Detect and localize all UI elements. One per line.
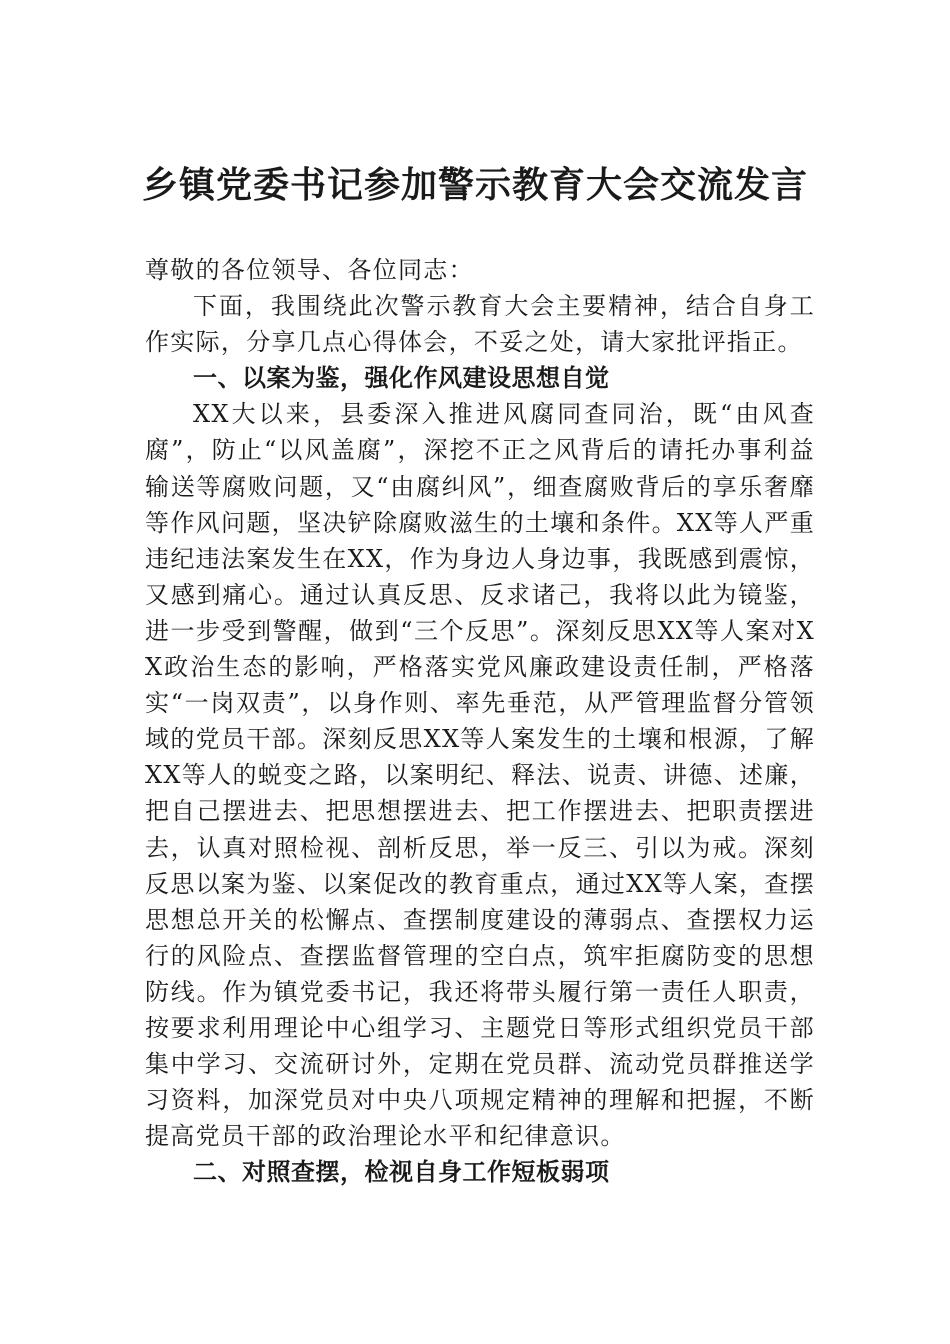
- section-heading-1: 一、以案为鉴，强化作风建设思想自觉: [193, 364, 610, 393]
- section-paragraph-1: XX大以来，县委深入推进风腐同查同治，既“由风查腐”，防止“以风盖腐”，深挖不正之风背后的请托办事利益输送等腐败问题，又“由腐纠风”，细查腐败背后的享乐奢靡等作风问题，坚决铲除腐败滋生的土壤和条件。XX等人严重违纪违法案发生在XX，作为身边人身边事，我既感到震惊，又感到痛心。通过认真反思、反求诸己，我将以此为镜鉴，进一步受到警醒，做到“三个反思”。深刻反思XX等人案对XX政治生态的影响，严格落实党风廉政建设责任制，严格落实“一岗双责”，以身作则、率先垂范，从严管理监督分管领域的党员干部。深刻反思XX等人案发生的土壤和根源，了解XX等人的蜕变之路，以案明纪、释法、说责、讲德、述廉，把自己摆进去、把思想摆进去、把工作摆进去、把职责摆进去，认真对照检视、剖析反思，举一反三、引以为戒。深刻反思以案为鉴、以案促改的教育重点，通过XX等人案，查摆思想总开关的松懈点、查摆制度建设的薄弱点、查摆权力运行的风险点、查摆监督管理的空白点，筑牢拒腐防变的思想防线。作为镇党委书记，我还将带头履行第一责任人职责，按要求利用理论中心组学习、主题党日等形式组织党员干部集中学习、交流研讨外，定期在党员群、流动党员群推送学习资料，加深党员对中央八项规定精神的理解和把握，不断提高党员干部的政治理论水平和纪律意识。: [145, 400, 815, 1151]
- salutation: 尊敬的各位领导、各位同志：: [145, 256, 474, 284]
- document-body: [145, 252, 815, 1190]
- section-heading-2: 二、对照查摆，检视自身工作短板弱项: [193, 1158, 610, 1187]
- document-title: 乡镇党委书记参加警示教育大会交流发言: [141, 164, 808, 206]
- intro-paragraph: 下面，我围绕此次警示教育大会主要精神，结合自身工作实际，分享几点心得体会，不妥之处，请大家批评指正。: [145, 292, 815, 357]
